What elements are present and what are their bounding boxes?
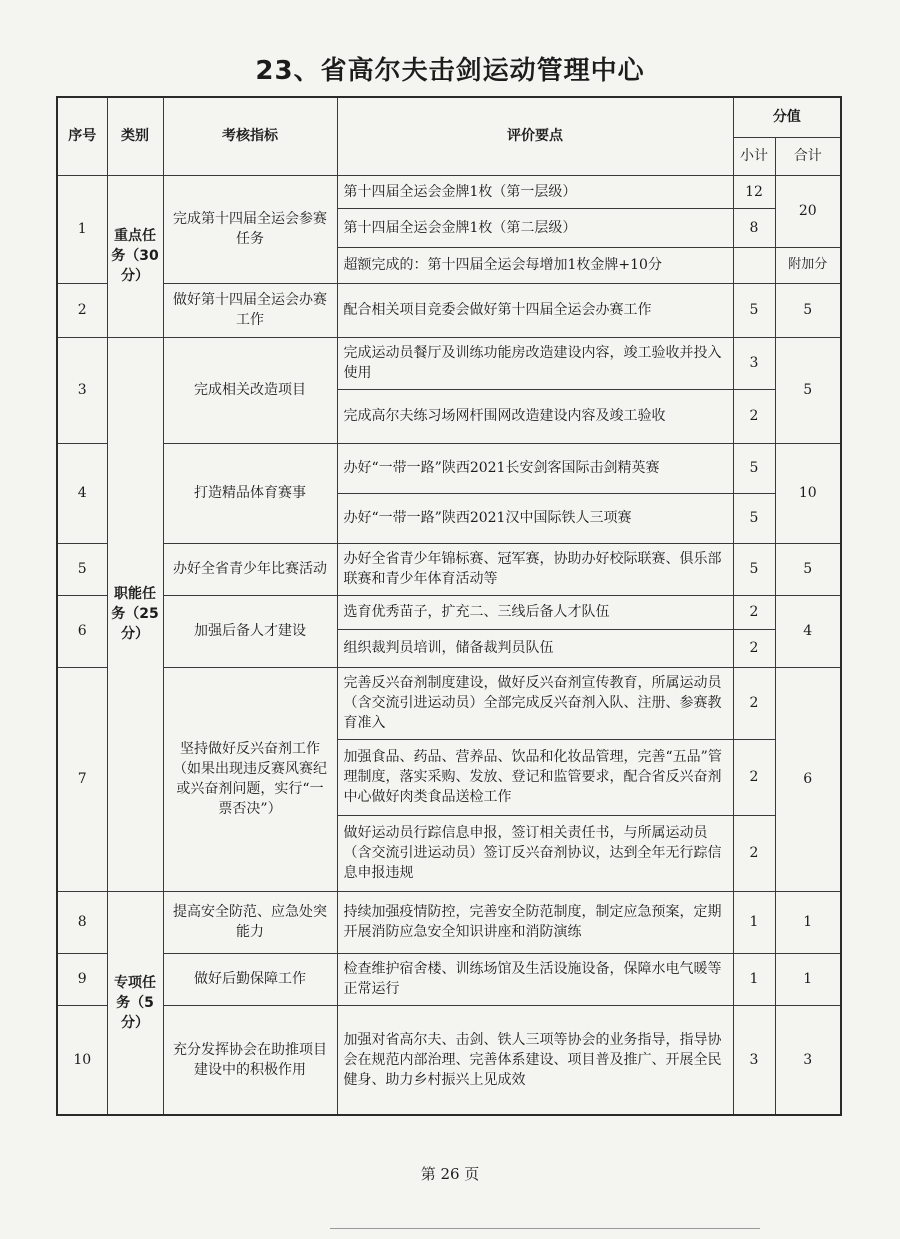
subtotal-cell: 2	[733, 389, 775, 443]
subtotal-cell: 1	[733, 891, 775, 953]
table-row	[57, 1005, 841, 1115]
evaluation-point: 加强食品、药品、营养品、饮品和化妆品管理，完善“五品”管理制度，落实采购、发放、登记和监管要求，配合省反兴奋剂中心做好肉类食品送检工作	[337, 739, 733, 815]
assessment-table	[56, 96, 842, 1116]
category-special: 专项任务（5分）	[107, 891, 163, 1115]
table-row	[57, 953, 841, 1005]
row-number: 5	[57, 543, 107, 595]
evaluation-point: 超额完成的：第十四届全运会每增加1枚金牌+10分	[337, 247, 733, 283]
subtotal-cell: 2	[733, 595, 775, 629]
row-number: 2	[57, 283, 107, 337]
total-cell: 5	[775, 337, 841, 443]
indicator-cell: 充分发挥协会在助推项目建设中的积极作用	[163, 1005, 337, 1115]
subtotal-cell: 12	[733, 175, 775, 208]
extra-score-cell: 附加分	[775, 247, 841, 283]
subtotal-cell: 5	[733, 283, 775, 337]
header-subtotal: 小计	[733, 137, 775, 175]
evaluation-point: 持续加强疫情防控，完善安全防范制度，制定应急预案，定期开展消防应急安全知识讲座和消防演练	[337, 891, 733, 953]
row-number: 3	[57, 337, 107, 443]
table-row	[57, 337, 841, 389]
subtotal-cell: 2	[733, 667, 775, 739]
total-cell: 5	[775, 543, 841, 595]
evaluation-point: 组织裁判员培训，储备裁判员队伍	[337, 629, 733, 667]
evaluation-point: 办好全省青少年锦标赛、冠军赛，协助办好校际联赛、俱乐部联赛和青少年体育活动等	[337, 543, 733, 595]
subtotal-cell: 5	[733, 493, 775, 543]
table-row	[57, 667, 841, 739]
table-row	[57, 891, 841, 953]
page-number: 第 26 页	[420, 1165, 480, 1183]
header-no: 序号	[57, 97, 107, 175]
indicator-cell: 做好后勤保障工作	[163, 953, 337, 1005]
row-number: 8	[57, 891, 107, 953]
subtotal-cell: 2	[733, 815, 775, 891]
row-number: 1	[57, 175, 107, 283]
subtotal-cell: 2	[733, 739, 775, 815]
scan-edge-line	[330, 1228, 760, 1229]
subtotal-cell: 3	[733, 1005, 775, 1115]
subtotal-cell: 5	[733, 443, 775, 493]
header-total: 合计	[775, 137, 841, 175]
evaluation-point: 办好“一带一路”陕西2021长安剑客国际击剑精英赛	[337, 443, 733, 493]
table-row	[57, 175, 841, 208]
indicator-cell: 办好全省青少年比赛活动	[163, 543, 337, 595]
header-points: 评价要点	[337, 97, 733, 175]
category-functional: 职能任务（25分）	[107, 337, 163, 891]
total-cell: 1	[775, 891, 841, 953]
indicator-cell: 提高安全防范、应急处突能力	[163, 891, 337, 953]
header-indicator: 考核指标	[163, 97, 337, 175]
evaluation-point: 完善反兴奋剂制度建设，做好反兴奋剂宣传教育，所属运动员（含交流引进运动员）全部完成反兴奋剂入队、注册、参赛教育准入	[337, 667, 733, 739]
table-row	[57, 543, 841, 595]
indicator-cell: 完成第十四届全运会参赛任务	[163, 175, 337, 283]
total-cell: 5	[775, 283, 841, 337]
subtotal-cell: 3	[733, 337, 775, 389]
total-cell: 1	[775, 953, 841, 1005]
evaluation-point: 配合相关项目竞委会做好第十四届全运会办赛工作	[337, 283, 733, 337]
table-row	[57, 595, 841, 629]
total-cell: 4	[775, 595, 841, 667]
indicator-cell: 打造精品体育赛事	[163, 443, 337, 543]
row-number: 10	[57, 1005, 107, 1115]
header-score: 分值	[733, 97, 841, 137]
evaluation-point: 选育优秀苗子，扩充二、三线后备人才队伍	[337, 595, 733, 629]
subtotal-cell: 2	[733, 629, 775, 667]
total-cell: 6	[775, 667, 841, 891]
table-row	[57, 283, 841, 337]
table-row	[57, 443, 841, 493]
evaluation-point: 检查维护宿舍楼、训练场馆及生活设施设备，保障水电气暖等正常运行	[337, 953, 733, 1005]
row-number: 6	[57, 595, 107, 667]
indicator-cell: 完成相关改造项目	[163, 337, 337, 443]
evaluation-point: 加强对省高尔夫、击剑、铁人三项等协会的业务指导，指导协会在规范内部治理、完善体系建设、项目普及推广、开展全民健身、助力乡村振兴上见成效	[337, 1005, 733, 1115]
total-cell: 3	[775, 1005, 841, 1115]
total-cell: 20	[775, 175, 841, 247]
evaluation-point: 做好运动员行踪信息申报，签订相关责任书，与所属运动员（含交流引进运动员）签订反兴奋剂协议，达到全年无行踪信息申报违规	[337, 815, 733, 891]
evaluation-point: 完成高尔夫练习场网杆围网改造建设内容及竣工验收	[337, 389, 733, 443]
indicator-cell: 做好第十四届全运会办赛工作	[163, 283, 337, 337]
row-number: 9	[57, 953, 107, 1005]
total-cell: 10	[775, 443, 841, 543]
category-key: 重点任务（30分）	[107, 175, 163, 337]
page-title: 23、省高尔夫击剑运动管理中心	[255, 56, 645, 86]
evaluation-point: 第十四届全运会金牌1枚（第二层级）	[337, 208, 733, 247]
subtotal-cell: 8	[733, 208, 775, 247]
indicator-cell: 加强后备人才建设	[163, 595, 337, 667]
subtotal-cell	[733, 247, 775, 283]
subtotal-cell: 5	[733, 543, 775, 595]
evaluation-point: 完成运动员餐厅及训练功能房改造建设内容，竣工验收并投入使用	[337, 337, 733, 389]
row-number: 4	[57, 443, 107, 543]
row-number: 7	[57, 667, 107, 891]
evaluation-point: 办好“一带一路”陕西2021汉中国际铁人三项赛	[337, 493, 733, 543]
subtotal-cell: 1	[733, 953, 775, 1005]
header-category: 类别	[107, 97, 163, 175]
indicator-cell: 坚持做好反兴奋剂工作（如果出现违反赛风赛纪或兴奋剂问题，实行“一票否决”）	[163, 667, 337, 891]
evaluation-point: 第十四届全运会金牌1枚（第一层级）	[337, 175, 733, 208]
